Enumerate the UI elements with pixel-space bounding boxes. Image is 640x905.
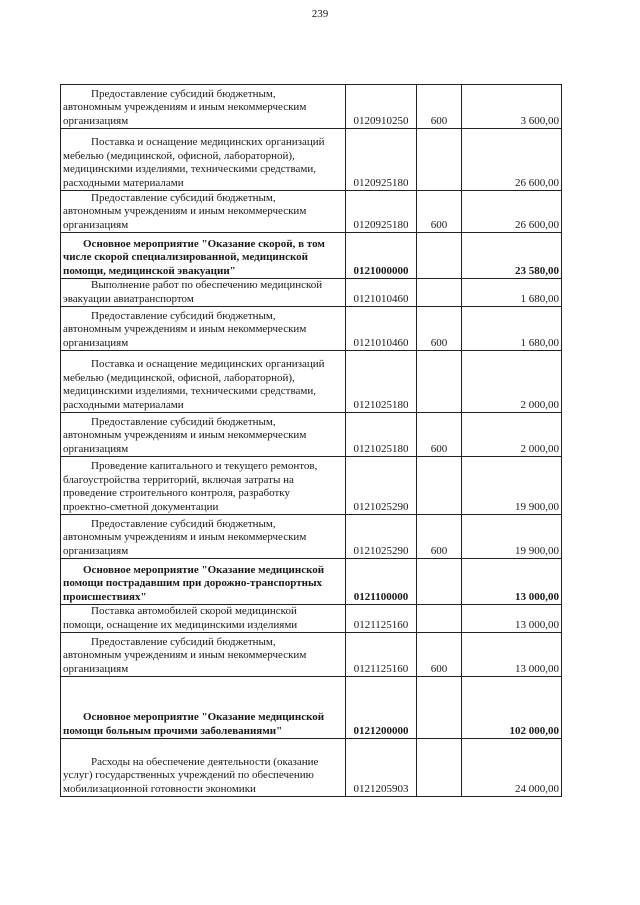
description-line: услуг) государственных учреждений по обеспечению [63, 769, 314, 781]
row-sum: 19 900,00 [462, 515, 562, 559]
row-expense-type [417, 559, 462, 605]
row-code: 0121025290 [346, 457, 417, 515]
description-line: Предоставление субсидий бюджетным, [91, 517, 276, 530]
row-description [61, 677, 346, 739]
row-description [61, 191, 346, 233]
description-line: Расходы на обеспечение деятельности (оказание [91, 755, 319, 768]
page-number: 239 [311, 8, 329, 20]
table-row [61, 413, 562, 457]
row-expense-type: 600 [417, 307, 462, 351]
description-line: автономным учреждениям и иным некоммерческим [63, 323, 307, 335]
description-line: проведение строительного контроля, разработку [63, 487, 290, 499]
description-line: Предоставление субсидий бюджетным, [91, 415, 276, 428]
description-line: автономным учреждениям и иным некоммерческим [63, 531, 307, 543]
row-code: 0121100000 [346, 559, 417, 605]
description-line: Предоставление субсидий бюджетным, [91, 87, 276, 100]
row-description [61, 515, 346, 559]
row-description [61, 457, 346, 515]
row-code: 0121010460 [346, 279, 417, 307]
row-description [61, 413, 346, 457]
row-description [61, 233, 346, 279]
description-line: организациям [63, 442, 129, 455]
description-line: Поставка автомобилей скорой медицинской [91, 605, 297, 617]
description-line: благоустройства территорий, включая затраты на [63, 473, 294, 486]
description-line: автономным учреждениям и иным некоммерческим [63, 101, 307, 113]
row-sum: 3 600,00 [462, 85, 562, 129]
table-row [61, 739, 562, 797]
description-line: Предоставление субсидий бюджетным, [91, 191, 276, 204]
row-expense-type: 600 [417, 85, 462, 129]
table-row [61, 605, 562, 633]
table-row [61, 85, 562, 129]
description-line: автономным учреждениям и иным некоммерческим [63, 429, 307, 441]
table-row [61, 515, 562, 559]
description-line: помощи пострадавшим при дорожно-транспортных [63, 577, 323, 589]
table-row [61, 307, 562, 351]
row-sum: 13 000,00 [462, 633, 562, 677]
description-line: Проведение капитального и текущего ремонтов, [91, 460, 318, 472]
row-expense-type [417, 351, 462, 413]
row-expense-type: 600 [417, 633, 462, 677]
table-row [61, 633, 562, 677]
row-expense-type [417, 739, 462, 797]
table-row-main-activity [61, 233, 562, 279]
row-code: 0121200000 [346, 677, 417, 739]
row-code: 0120910250 [346, 85, 417, 129]
table-row [61, 351, 562, 413]
row-code: 0120925180 [346, 129, 417, 191]
row-sum: 102 000,00 [462, 677, 562, 739]
row-description [61, 605, 346, 633]
description-line: организациям [63, 218, 129, 231]
row-code: 0121025290 [346, 515, 417, 559]
description-line: расходными материалами [63, 398, 184, 411]
table-row [61, 457, 562, 515]
budget-table-body [61, 85, 562, 797]
row-code: 0121025180 [346, 351, 417, 413]
row-sum: 24 000,00 [462, 739, 562, 797]
row-sum: 23 580,00 [462, 233, 562, 279]
row-expense-type: 600 [417, 413, 462, 457]
row-expense-type [417, 279, 462, 307]
description-line: Основное мероприятие "Оказание медицинской [83, 711, 325, 723]
description-line: организациям [63, 544, 129, 557]
row-sum: 26 600,00 [462, 191, 562, 233]
row-expense-type [417, 605, 462, 633]
row-expense-type [417, 457, 462, 515]
row-sum: 19 900,00 [462, 457, 562, 515]
row-description [61, 279, 346, 307]
description-line: числе скорой специализированной, медицинской [63, 251, 309, 263]
row-sum: 13 000,00 [462, 559, 562, 605]
row-expense-type: 600 [417, 515, 462, 559]
row-sum: 2 000,00 [462, 351, 562, 413]
description-line: автономным учреждениям и иным некоммерческим [63, 649, 307, 661]
table-row-main-activity [61, 677, 562, 739]
row-code: 0121025180 [346, 413, 417, 457]
description-line: Предоставление субсидий бюджетным, [91, 635, 276, 648]
description-line: Поставка и оснащение медицинских организаций [91, 358, 325, 370]
row-expense-type [417, 677, 462, 739]
row-code: 0121000000 [346, 233, 417, 279]
description-line: расходными материалами [63, 176, 184, 189]
row-description [61, 307, 346, 351]
description-line: Поставка и оснащение медицинских организаций [91, 136, 325, 148]
row-description [61, 129, 346, 191]
row-description [61, 351, 346, 413]
description-line: мебелью (медицинской, офисной, лабораторной), [63, 149, 295, 162]
row-sum: 26 600,00 [462, 129, 562, 191]
row-sum: 13 000,00 [462, 605, 562, 633]
row-expense-type: 600 [417, 191, 462, 233]
row-code: 0121125160 [346, 605, 417, 633]
row-description [61, 739, 346, 797]
description-line: происшествиях" [63, 590, 147, 603]
row-code: 0120925180 [346, 191, 417, 233]
table-row [61, 279, 562, 307]
description-line: Основное мероприятие "Оказание медицинской [83, 563, 325, 576]
table-row-main-activity [61, 559, 562, 605]
description-line: проектно-сметной документации [63, 500, 219, 513]
description-line: помощи больным прочими заболеваниями" [63, 724, 283, 737]
description-line: автономным учреждениям и иным некоммерческим [63, 205, 307, 217]
description-line: мобилизационной готовности экономики [63, 782, 256, 795]
row-description [61, 85, 346, 129]
description-line: медицинскими изделиями, техническими средствами, [63, 163, 316, 175]
description-line: организациям [63, 114, 129, 127]
budget-table [60, 84, 562, 797]
description-line: Предоставление субсидий бюджетным, [91, 309, 276, 322]
description-line: Выполнение работ по обеспечению медицинской [91, 279, 323, 291]
description-line: Основное мероприятие "Оказание скорой, в том [83, 237, 325, 250]
row-code: 0121010460 [346, 307, 417, 351]
row-sum: 1 680,00 [462, 307, 562, 351]
row-sum: 1 680,00 [462, 279, 562, 307]
description-line: медицинскими изделиями, техническими средствами, [63, 385, 316, 397]
row-description [61, 559, 346, 605]
description-line: эвакуации авиатранспортом [63, 292, 194, 305]
row-sum: 2 000,00 [462, 413, 562, 457]
description-line: организациям [63, 662, 129, 675]
description-line: организациям [63, 336, 129, 349]
row-description [61, 633, 346, 677]
description-line: помощи, медицинской эвакуации" [63, 264, 236, 277]
row-expense-type [417, 233, 462, 279]
row-code: 0121125160 [346, 633, 417, 677]
row-code: 0121205903 [346, 739, 417, 797]
description-line: помощи, оснащение их медицинскими изделиями [63, 618, 298, 631]
table-row [61, 129, 562, 191]
row-expense-type [417, 129, 462, 191]
description-line: мебелью (медицинской, офисной, лабораторной), [63, 371, 295, 384]
table-row [61, 191, 562, 233]
